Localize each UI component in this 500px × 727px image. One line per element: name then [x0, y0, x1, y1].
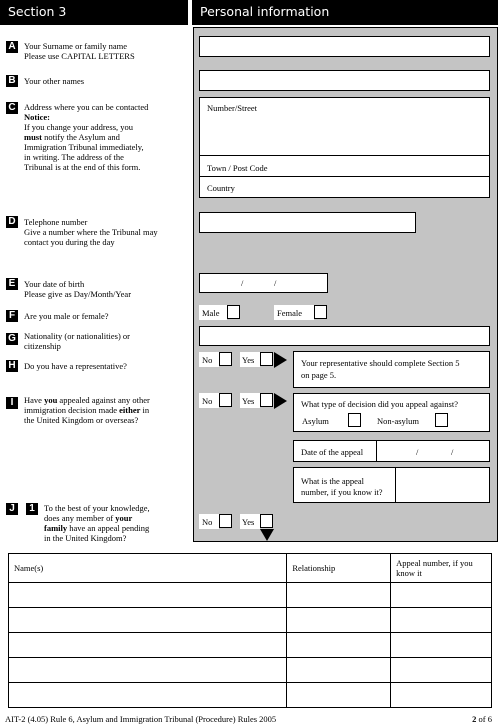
family-appeal-no-option [199, 514, 219, 529]
address-divider-1 [200, 155, 489, 156]
other-names-field[interactable] [199, 70, 490, 91]
appeal-number-input[interactable] [395, 467, 490, 503]
representative-arrow-icon [274, 352, 287, 368]
relationship-cell[interactable] [287, 583, 391, 608]
appeal-number-column-header: Appeal number, if you know it [391, 554, 492, 583]
appeal-number-cell[interactable] [391, 583, 492, 608]
relationship-cell[interactable] [287, 658, 391, 683]
appeal-number-cell[interactable] [391, 633, 492, 658]
relationship-cell[interactable] [287, 633, 391, 658]
other-appeal-arrow-icon [274, 393, 287, 409]
male-label: Male [202, 308, 220, 318]
appeal-number-question-line-1: What is the appeal [301, 476, 365, 486]
table-row [9, 633, 492, 658]
other-appeal-yes-label: Yes [242, 396, 255, 406]
representative-yes-checkbox[interactable] [260, 352, 273, 366]
form-reference-footer: AIT-2 (4.05) Rule 6, Asylum and Immigration Tribunal (Procedure) Rules 2005 [5, 714, 277, 724]
dob-separator-2: / [274, 278, 277, 288]
other-appeal-yes-option [240, 393, 260, 408]
question-f-label: Are you male or female? [24, 311, 109, 321]
non-asylum-checkbox[interactable] [435, 413, 448, 427]
address-field[interactable] [199, 97, 490, 198]
question-i-label: Have you appealed against any other immigration decision made either in the United Kingdom or overseas? [24, 395, 150, 425]
appeal-number-cell[interactable] [391, 683, 492, 708]
dob-separator-1: / [241, 278, 244, 288]
appeal-date-input[interactable] [377, 441, 489, 461]
question-c-label: Address where you can be contacted Notice: If you change your address, you must notify the Asylum and Immigration Tribunal immediately, in writing. The address of the Tribunal is at the end of this form. [24, 102, 149, 172]
appeal-number-cell[interactable] [391, 658, 492, 683]
family-appeals-table [8, 553, 492, 708]
question-g-badge: G [6, 333, 18, 345]
name-column-header: Name(s) [9, 554, 287, 583]
question-e-label: Your date of birth Please give as Day/Month/Year [24, 279, 132, 299]
relationship-column-header: Relationship [287, 554, 391, 583]
surname-field[interactable] [199, 36, 490, 57]
name-cell[interactable] [9, 683, 287, 708]
representative-yes-option [240, 352, 260, 367]
question-a-badge: A [6, 41, 18, 53]
decision-type-box [293, 393, 490, 432]
family-appeal-yes-label: Yes [242, 517, 255, 527]
question-a-label: Your Surname or family name Please use CAPITAL LETTERS [24, 41, 135, 61]
male-option [199, 305, 227, 320]
question-d-badge: D [6, 216, 18, 228]
representative-note [293, 351, 490, 388]
question-i-badge: I [6, 397, 18, 409]
table-header-row [9, 554, 492, 583]
page-number-footer [472, 714, 492, 724]
telephone-field[interactable] [199, 212, 416, 233]
asylum-label: Asylum [302, 416, 329, 426]
appeal-date-separator-1: / [416, 447, 419, 457]
address-divider-2 [200, 176, 489, 177]
question-d-label: Telephone number Give a number where the Tribunal may contact you during the day [24, 217, 158, 247]
question-b-badge: B [6, 75, 18, 87]
page-total: of 6 [476, 714, 492, 724]
representative-note-line-1: Your representative should complete Section 5 [301, 358, 460, 368]
asylum-checkbox[interactable] [348, 413, 361, 427]
non-asylum-label: Non-asylum [377, 416, 420, 426]
decision-type-question: What type of decision did you appeal against? [301, 399, 458, 409]
table-row [9, 583, 492, 608]
family-appeal-arrow-icon [260, 529, 274, 541]
street-label: Number/Street [207, 103, 258, 113]
section-number-header: Section 3 [0, 0, 188, 25]
relationship-cell[interactable] [287, 608, 391, 633]
family-appeal-yes-checkbox[interactable] [260, 514, 273, 528]
representative-no-option [199, 352, 219, 367]
section-title-header: Personal information [192, 0, 498, 25]
other-appeal-no-option [199, 393, 219, 408]
nationality-field[interactable] [199, 326, 490, 346]
question-j1-badge: 1 [26, 503, 38, 515]
relationship-cell[interactable] [287, 683, 391, 708]
other-appeal-no-checkbox[interactable] [219, 393, 232, 407]
name-cell[interactable] [9, 658, 287, 683]
appeal-number-question-line-2: number, if you know it? [301, 487, 383, 497]
question-h-badge: H [6, 360, 18, 372]
question-e-badge: E [6, 278, 18, 290]
question-b-label: Your other names [24, 76, 85, 86]
appeal-date-label: Date of the appeal [301, 447, 364, 457]
other-appeal-yes-checkbox[interactable] [260, 393, 273, 407]
town-label: Town / Post Code [207, 163, 268, 173]
table-row [9, 683, 492, 708]
table-row [9, 658, 492, 683]
question-j-label: To the best of your knowledge, does any member of your family have an appeal pending in the United Kingdom? [44, 503, 150, 543]
representative-note-line-2: on page 5. [301, 370, 337, 380]
female-checkbox[interactable] [314, 305, 327, 319]
question-h-label: Do you have a representative? [24, 361, 127, 371]
question-f-badge: F [6, 310, 18, 322]
appeal-date-separator-2: / [451, 447, 454, 457]
country-label: Country [207, 183, 235, 193]
female-option [274, 305, 314, 320]
appeal-date-box [293, 440, 490, 462]
date-of-birth-field[interactable] [199, 273, 328, 293]
male-checkbox[interactable] [227, 305, 240, 319]
family-appeal-no-label: No [202, 517, 213, 527]
representative-yes-label: Yes [242, 355, 255, 365]
female-label: Female [277, 308, 303, 318]
family-appeal-no-checkbox[interactable] [219, 514, 232, 528]
family-appeal-yes-option [240, 514, 260, 529]
page-number: 2 [472, 714, 477, 724]
question-g-label: Nationality (or nationalities) or citizenship [24, 331, 130, 351]
representative-no-checkbox[interactable] [219, 352, 232, 366]
question-c-badge: C [6, 102, 18, 114]
name-cell[interactable] [9, 583, 287, 608]
name-cell[interactable] [9, 608, 287, 633]
name-cell[interactable] [9, 633, 287, 658]
table-row [9, 608, 492, 633]
other-appeal-no-label: No [202, 396, 213, 406]
representative-no-label: No [202, 355, 213, 365]
appeal-number-cell[interactable] [391, 608, 492, 633]
question-j-badge: J [6, 503, 18, 515]
